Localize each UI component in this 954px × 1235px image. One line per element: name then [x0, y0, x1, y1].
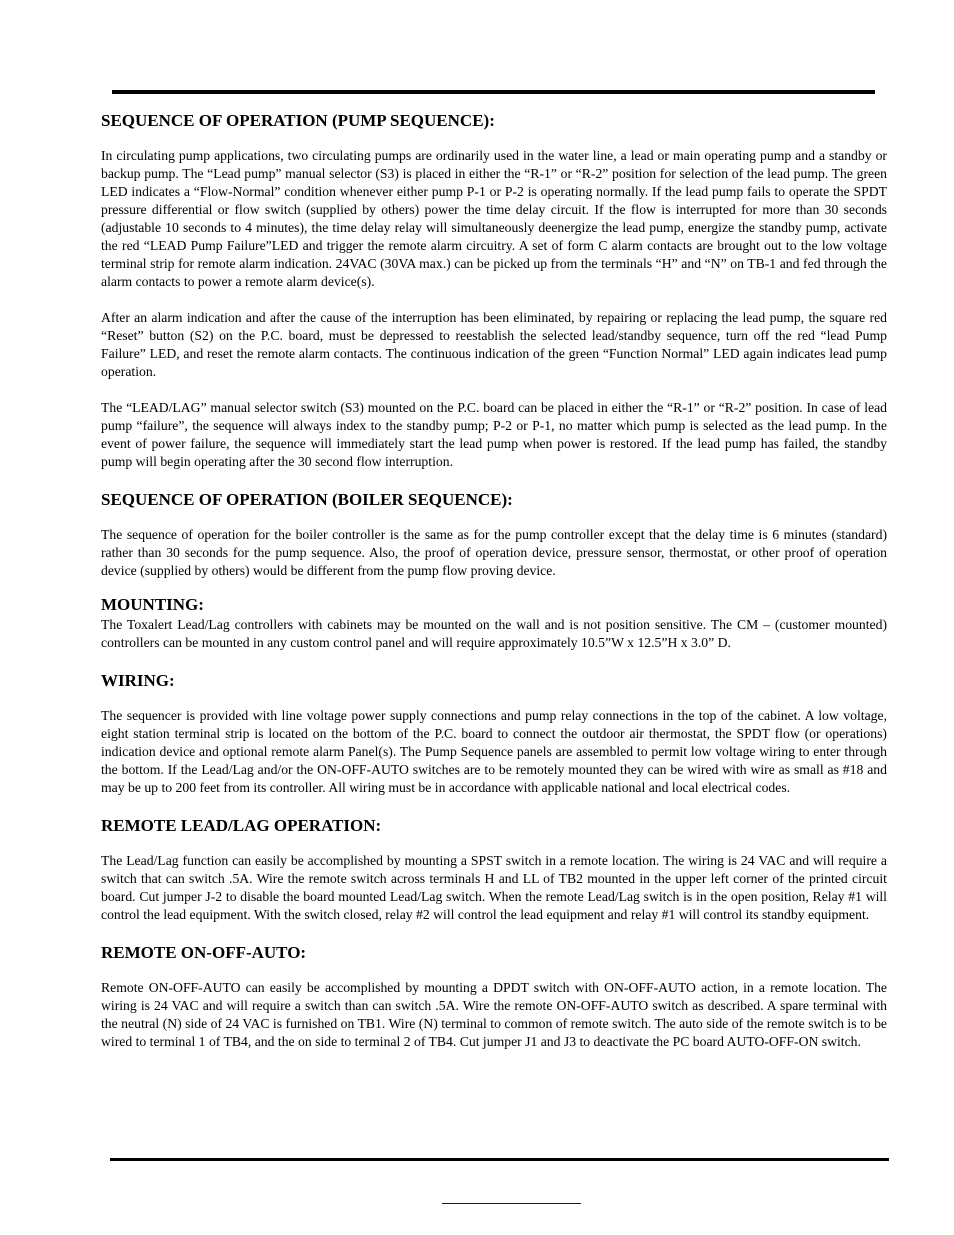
paragraph-boiler: The sequence of operation for the boiler controller is the same as for the pump controller except that the delay time is 6 minutes (standard) rather than 30 seconds for the pump sequence. Also, the proof of operation device, pressure sensor, thermostat, or other proof of operation device (supplied by others) would be different from the pump flow proving device.: [101, 527, 887, 578]
paragraph-remote-lead-lag: The Lead/Lag function can easily be accomplished by mounting a SPST switch in a remote location. The wiring is 24 VAC and will require a switch that can switch .5A. Wire the remote switch across terminals H and LL of TB2 mounted in the upper left corner of the printed circuit board. Cut jumper J-2 to disable the board mounted Lead/Lag switch. When the remote Lead/Lag switch is in the open position, Relay #1 will control the lead equipment. With the switch closed, relay #2 will control the lead equipment and relay #1 will control its standby equipment.: [101, 853, 887, 922]
heading-pump-sequence: SEQUENCE OF OPERATION (PUMP SEQUENCE):: [101, 111, 495, 130]
heading-remote-on-off-auto: REMOTE ON-OFF-AUTO:: [101, 943, 307, 962]
paragraph-pump-2: After an alarm indication and after the cause of the interruption has been eliminated, by repairing or replacing the lead pump, the square red “Reset” button (S2) on the P.C. board, must be depressed to reestablish the selected lead/standby sequence, turn off the red “lead Pump Failure” LED, and reset the remote alarm contacts. The continuous indication of the green “Function Normal” LED again indicates lead pump operation.: [101, 310, 887, 379]
heading-boiler-sequence: SEQUENCE OF OPERATION (BOILER SEQUENCE):: [101, 490, 513, 509]
paragraph-remote-on-off-auto: Remote ON-OFF-AUTO can easily be accomplished by mounting a DPDT switch with ON-OFF-AUTO action, in a remote location. The wiring is 24 VAC and will require a switch than can switch .5A. Wire the remote ON-OFF-AUTO switch as described. A spare terminal with the neutral (N) side of 24 VAC is furnished on TB1. Wire (N) terminal to common of remote switch. The auto side of the remote switch is to be wired to terminal 1 of TB4, and the on side to terminal 2 of TB4. Cut jumper J1 and J3 to deactivate the PC board AUTO-OFF-ON switch.: [101, 980, 887, 1049]
paragraph-pump-1: In circulating pump applications, two circulating pumps are ordinarily used in the water line, a lead or main operating pump and a standby or backup pump. The “Lead pump” manual selector (S3) is placed in either the “R-1” or “R-2” position for selection of the lead pump. The green LED indicates a “Flow-Normal” condition whenever either pump P-1 or P-2 is operating normally. If the lead pump fails to operate the SPDT pressure differential or flow switch (supplied by others) power the time delay circuit. If the flow is interrupted for more than 30 seconds (adjustable 10 seconds to 4 minutes), the time delay relay will simultaneously deenergize the lead pump, energize the standby pump, activate the red “LEAD Pump Failure”LED and trigger the remote alarm circuitry. A set of form C alarm contacts are brought out to the low voltage terminal strip for remote alarm indication. 24VAC (30VA max.) can be picked up from the terminals “H” and “N” on TB-1 and fed through the alarm contacts to power a remote alarm device(s).: [101, 148, 887, 289]
heading-remote-lead-lag: REMOTE LEAD/LAG OPERATION:: [101, 816, 382, 835]
bottom-rule: [110, 1158, 889, 1161]
top-rule: [112, 90, 875, 94]
paragraph-pump-3: The “LEAD/LAG” manual selector switch (S3) mounted on the P.C. board can be placed in either the “R-1” or “R-2” position. In case of lead pump “failure”, the sequence will always index to the standby pump; P-2 or P-1, no matter which pump is selected as the lead pump. In the event of power failure, the sequence will immediately start the lead pump when power is restored. If the lead pump has failed, the standby pump will begin operating after the 30 second flow interruption.: [101, 400, 887, 469]
footer-link-underline[interactable]: [442, 1203, 581, 1204]
paragraph-wiring: The sequencer is provided with line voltage power supply connections and pump relay connections in the top of the cabinet. A low voltage, eight station terminal strip is located on the bottom of the P.C. board to connect the outdoor air thermostat, the SPDT flow (or operations) indication device and optional remote alarm Panel(s). The Pump Sequence panels are assembled to permit low voltage wiring to enter through the bottom. If the Lead/Lag and/or the ON-OFF-AUTO switches are to be remotely mounted they can be wired with wire as small as #18 and may be up to 200 feet from its controller. All wiring must be in accordance with applicable national and local electrical codes.: [101, 708, 887, 795]
document-body: [101, 110, 887, 1051]
paragraph-mounting: The Toxalert Lead/Lag controllers with cabinets may be mounted on the wall and is not position sensitive. The CM – (customer mounted) controllers can be mounted in any custom control panel and will require approximately 10.5”W x 12.5”H x 3.0” D.: [101, 617, 887, 650]
heading-mounting: MOUNTING:: [101, 595, 204, 614]
heading-wiring: WIRING:: [101, 671, 175, 690]
